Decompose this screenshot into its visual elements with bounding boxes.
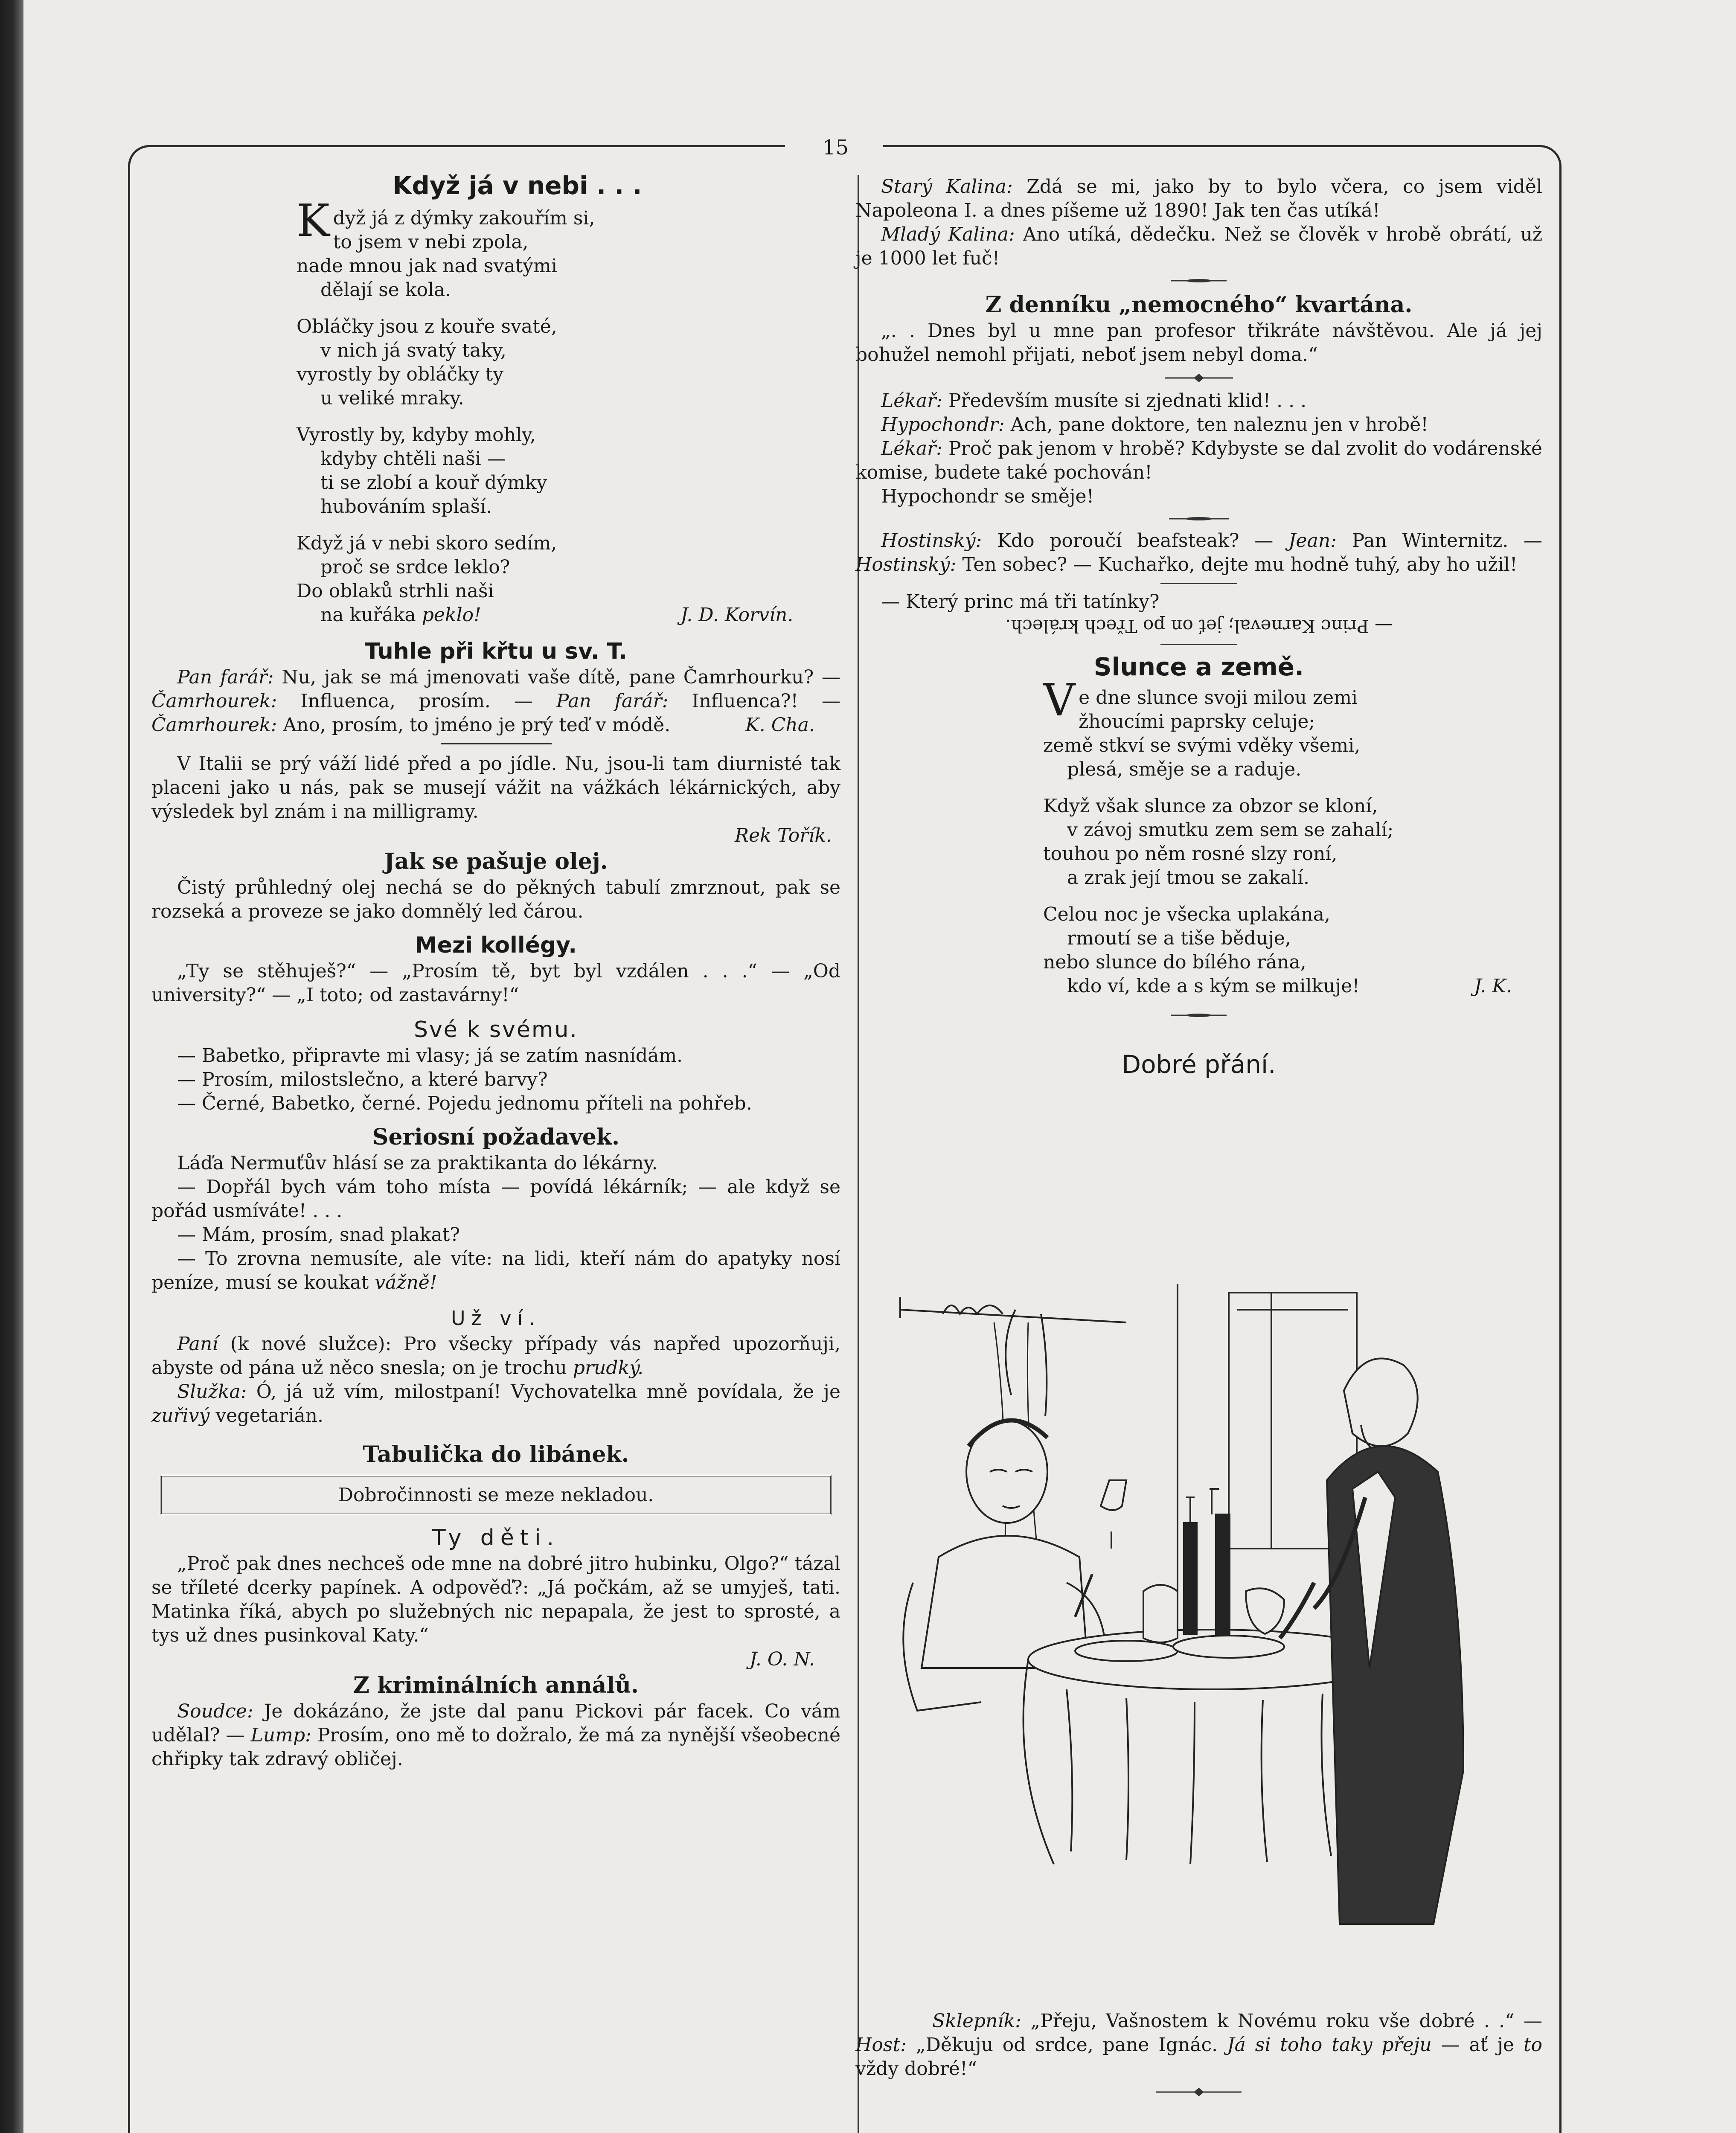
scan-binding-edge — [0, 0, 23, 2133]
speaker: Host: — [855, 2034, 907, 2056]
dialogue-line: — Prosím, milostslečno, a které barvy? — [177, 1069, 548, 1090]
speaker: Paní — [177, 1333, 218, 1355]
divider — [441, 743, 552, 744]
article-text — [151, 1332, 840, 1380]
verse-line: dělají se kola. — [320, 279, 451, 301]
emphasis: zuřivý — [151, 1405, 210, 1427]
article-tabulicka — [151, 1441, 840, 1515]
article-title: Z kriminálních annálů. — [353, 1672, 639, 1698]
speaker: Starý Kalina: — [881, 176, 1013, 198]
dialogue-line: Hypochondr se směje! — [881, 485, 1094, 507]
article-text: „. . Dnes byl u mne pan profesor třikráte návštěvou. Ale já jej bohužel nemohl přijati, neboť jsem nebyl doma.“ — [855, 320, 1542, 366]
caption-text — [855, 2009, 1542, 2081]
speaker: Lump: — [250, 1724, 311, 1746]
dialogue: — To zrovna nemusíte, ale víte: na lidi, kteří nám do apatyky nosí peníze, musí se koukat — [151, 1248, 840, 1293]
verse-line: Celou noc je všecka uplakána, — [1043, 904, 1330, 925]
article-title: Tabulička do libánek. — [363, 1441, 629, 1468]
verse-line: v závoj smutku zem sem se zahalí; — [1067, 819, 1394, 841]
dialogue: Proč pak jenom v hrobě? Kdybyste se dal zvolit do vodárenské komise, budete také pochován! — [855, 438, 1542, 483]
dialogue: vegetarián. — [209, 1405, 324, 1427]
verse-line: hubováním splaší. — [320, 496, 492, 517]
cartoon-illustration — [887, 1284, 1553, 1984]
article-author: K. Cha. — [745, 714, 815, 736]
verse-line: Do oblaků strhli naši — [297, 580, 494, 602]
dialogue: Ach, pane doktore, ten naleznu jen v hrobě! — [1004, 414, 1428, 436]
article-prani — [855, 1049, 1542, 1079]
verse-line-last — [297, 603, 840, 627]
verse-line: a zrak její tmou se zakalí. — [1067, 867, 1309, 889]
verse-line: touhou po něm rosné slzy roní, — [1043, 843, 1338, 865]
dialogue-line: — Černé, Babetko, černé. Pojedu jednomu příteli na pohřeb. — [177, 1093, 752, 1114]
article-title: Z denníku „nemocného“ kvartána. — [985, 292, 1413, 318]
divider — [1160, 583, 1237, 584]
dialogue: Ano utíká, dědečku. Než se člověk v hrobě obrátí, už je 1000 let fuč! — [855, 224, 1542, 269]
boxed-motto: Dobročinnosti se meze nekladou. — [160, 1475, 832, 1515]
emphasis: to — [1523, 2034, 1543, 2056]
speaker: Čamrhourek: — [151, 714, 277, 736]
dialogue-line: Láďa Nermuťův hlásí se za praktikanta do lékárny. — [177, 1152, 658, 1174]
verse-line: Když já v nebi skoro sedím, — [297, 532, 557, 554]
verse-line: Obláčky jsou z kouře svaté, — [297, 316, 557, 337]
article-title: Své k svému. — [414, 1017, 578, 1043]
ornament-divider — [1169, 514, 1229, 523]
article-text — [151, 1700, 840, 1771]
article-author: J. O. N. — [749, 1648, 815, 1670]
verse-line: vyrostly by obláčky ty — [297, 363, 504, 385]
verse-line: nebo slunce do bílého rána, — [1043, 951, 1306, 973]
dialogue-line — [855, 389, 1542, 413]
verse-text: na kuřáka — [320, 604, 416, 626]
divider — [1160, 644, 1237, 645]
article-title: Tuhle při křtu u sv. T. — [365, 639, 627, 664]
dialogue-line — [855, 413, 1542, 437]
verse-line: žhoucími paprsky celuje; — [1079, 711, 1315, 732]
dialogue-line: — Mám, prosím, snad plakat? — [177, 1224, 460, 1246]
article-pozadavek — [151, 1123, 840, 1295]
article-italie — [151, 752, 840, 848]
verse-emphasis: peklo! — [422, 604, 481, 626]
speaker: Hostinský: — [855, 554, 957, 575]
article-kriminal — [151, 1671, 840, 1771]
verse-line: země stkví se svými vděky všemi, — [1043, 735, 1361, 756]
speaker: Lékař: — [881, 438, 943, 459]
dialogue: „Přeju, Vašnostem k Novému roku vše dobré . .“ — — [1021, 2010, 1542, 2032]
speaker: Hostinský: — [881, 530, 982, 552]
cartoon-caption — [855, 2009, 1542, 2103]
verse-text: kdo ví, kde a s kým se milkuje! — [1067, 975, 1360, 997]
dialogue: Ó, já už vím, milostpaní! Vychovatelka mně povídala, že je — [247, 1381, 840, 1403]
speaker: Jean: — [1288, 530, 1337, 552]
poem-slunce-a-zeme — [855, 652, 1542, 1020]
poem-author: J. K. — [1474, 975, 1512, 997]
article-text — [151, 1380, 840, 1428]
verse-line: u veliké mraky. — [320, 387, 464, 409]
verse-line-last — [1043, 974, 1542, 998]
riddle-answer-inverted: — Princ Karneval; jeť on po Třech králech. — [1005, 616, 1393, 636]
poem-verse — [297, 195, 840, 627]
dialogue: Influenca?! — — [668, 690, 840, 712]
dialogue: Influenca, prosím. — — [277, 690, 556, 712]
riddle-question: — Který princ má tři tatínky? — [881, 591, 1160, 613]
speaker: Lékař: — [881, 390, 943, 412]
verse-line: plesá, směje se a raduje. — [1067, 758, 1302, 780]
dialogue-line — [855, 175, 1542, 223]
article-text: „Ty se stěhuješ?“ — „Prosím tě, byt byl vzdálen . . .“ — „Od university?“ — „I toto; od zastavárny!“ — [151, 960, 840, 1006]
left-column — [151, 171, 840, 1771]
dialogue: Ano, prosím, to jméno je prý teď v módě. — [277, 714, 671, 736]
poem-title: Slunce a země. — [1093, 652, 1304, 681]
verse-line: proč se srdce leklo? — [320, 556, 510, 578]
speaker: Služka: — [177, 1381, 247, 1403]
verse-line: nade mnou jak nad svatými — [297, 255, 557, 277]
dialogue: Pan Winternitz. — — [1337, 530, 1542, 552]
verse-line: e dne slunce svoji milou zemi — [1079, 687, 1358, 709]
speaker: Soudce: — [177, 1700, 253, 1722]
ornament-divider — [1156, 2087, 1242, 2097]
dialogue: Kdo poroučí beafsteak? — — [982, 530, 1288, 552]
dialogue: Nu, jak se má jmenovati vaše dítě, pane Čamrhourku? — — [273, 666, 840, 688]
article-deti — [151, 1524, 840, 1671]
dialogue: — ať je — [1431, 2034, 1524, 2056]
poem-kdyz-ja-v-nebi — [151, 171, 840, 627]
dialogue: Především musíte si zjednati klid! . . . — [942, 390, 1307, 412]
emphasis: vážně! — [375, 1272, 437, 1293]
dialogue: Zdá se mi, jako by to bylo včera, co jsem viděl Napoleona I. a dnes píšeme už 1890! Jak ten čas utíká! — [855, 176, 1542, 221]
article-kvartan — [855, 291, 1542, 383]
ornament-divider — [1165, 373, 1233, 383]
emphasis: prudký. — [573, 1357, 644, 1379]
article-olej — [151, 848, 840, 924]
dialogue-line — [855, 529, 1542, 577]
article-lekar — [855, 389, 1542, 523]
cartoon-title: Dobré přání. — [1122, 1050, 1276, 1079]
speaker: Pan farář: — [556, 690, 669, 712]
article-title: Ty děti. — [432, 1525, 560, 1551]
article-title: Jak se pašuje olej. — [384, 849, 608, 875]
article-krtu — [151, 637, 840, 744]
article-svemu — [151, 1016, 840, 1116]
page-number: 15 — [823, 136, 849, 160]
dialogue-line — [855, 437, 1542, 485]
speaker: Sklepník: — [932, 2010, 1021, 2032]
article-title: Už ví. — [451, 1307, 541, 1330]
article-title: Seriosní požadavek. — [372, 1124, 620, 1150]
drop-cap: V — [1043, 674, 1076, 726]
article-text: „Proč pak dnes nechceš ode mne na dobré jitro hubinku, Olgo?“ tázal se tříleté dcerky papínek. A odpověď?: „Já počkám, až se umyješ, tati. Matinka říká, abych po služebných nic nepapala, že jest to sprosté, a tys už dnes pusinkoval Katy.“ — [151, 1553, 840, 1646]
right-column — [855, 175, 1543, 2080]
poem-title: Když já v nebi . . . — [393, 171, 642, 200]
article-hostinsky — [855, 529, 1542, 584]
speaker: Hypochondr: — [881, 414, 1005, 436]
article-kalina — [855, 175, 1542, 285]
speaker: Mladý Kalina: — [881, 224, 1015, 245]
dialogue-line: — Babetko, připravte mi vlasy; já se zatím nasnídám. — [177, 1045, 683, 1066]
verse-line: v nich já svatý taky, — [320, 340, 506, 361]
dialogue: Ten sobec? — Kuchařko, dejte mu hodně tuhý, aby ho užil! — [956, 554, 1518, 575]
dialogue: vždy dobré!“ — [855, 2058, 977, 2080]
article-kollegy — [151, 931, 840, 1007]
verse-line: rmoutí se a tiše běduje, — [1067, 927, 1291, 949]
verse-line: ti se zlobí a kouř dýmky — [320, 472, 547, 494]
poem-author: J. D. Korvín. — [680, 604, 794, 626]
dialogue: (k nové služce): Pro všecky případy vás napřed upozorňuji, abyste od pána už něco snesla; on je trochu — [151, 1333, 840, 1379]
article-princ — [855, 590, 1542, 645]
ornament-divider — [1171, 1011, 1227, 1020]
verse-line: Vyrostly by, kdyby mohly, — [297, 424, 536, 446]
speaker: Pan farář: — [177, 666, 274, 688]
speaker: Čamrhourek: — [151, 690, 277, 712]
dialogue: „Děkuju od srdce, pane Ignác. — [906, 2034, 1227, 2056]
article-author: Rek Tořík. — [735, 825, 832, 846]
poem-verse — [1043, 674, 1542, 998]
article-text: Čistý průhledný olej nechá se do pěkných tabulí zmrznout, pak se rozseká a proveze se jako domnělý led čárou. — [151, 877, 840, 922]
article-uz-vi — [151, 1304, 840, 1428]
article-text: V Italii se prý váží lidé před a po jídle. Nu, jsou-li tam diurnisté tak placeni jako u nás, pak se musejí vážit na vážkách lékárnických, aby výsledek byl znám i na milligramy. — [151, 753, 840, 822]
verse-line: kdyby chtěli naši — — [320, 448, 506, 470]
verse-line: to jsem v nebi zpola, — [333, 231, 529, 253]
dialogue: Je dokázáno, že jste dal panu Pickovi pár facek. Co vám udělal? — — [151, 1700, 840, 1746]
verse-line: Když však slunce za obzor se kloní, — [1043, 795, 1378, 817]
dialogue-line — [855, 223, 1542, 270]
drop-cap: K — [297, 195, 330, 247]
dialogue: Prosím, ono mě to dožralo, že má za nynější všeobecné chřipky tak zdravý obličej. — [151, 1724, 841, 1770]
article-title: Mezi kollégy. — [415, 933, 577, 958]
ornament-divider — [1171, 276, 1227, 285]
dialogue-line — [151, 1247, 840, 1295]
dialogue-line: — Dopřál bych vám toho místa — povídá lékárník; — ale když se pořád usmíváte! . . . — [151, 1176, 840, 1222]
verse-line: dyž já z dýmky zakouřím si, — [333, 207, 595, 229]
emphasis: Já si toho taky přeju — [1227, 2034, 1432, 2056]
